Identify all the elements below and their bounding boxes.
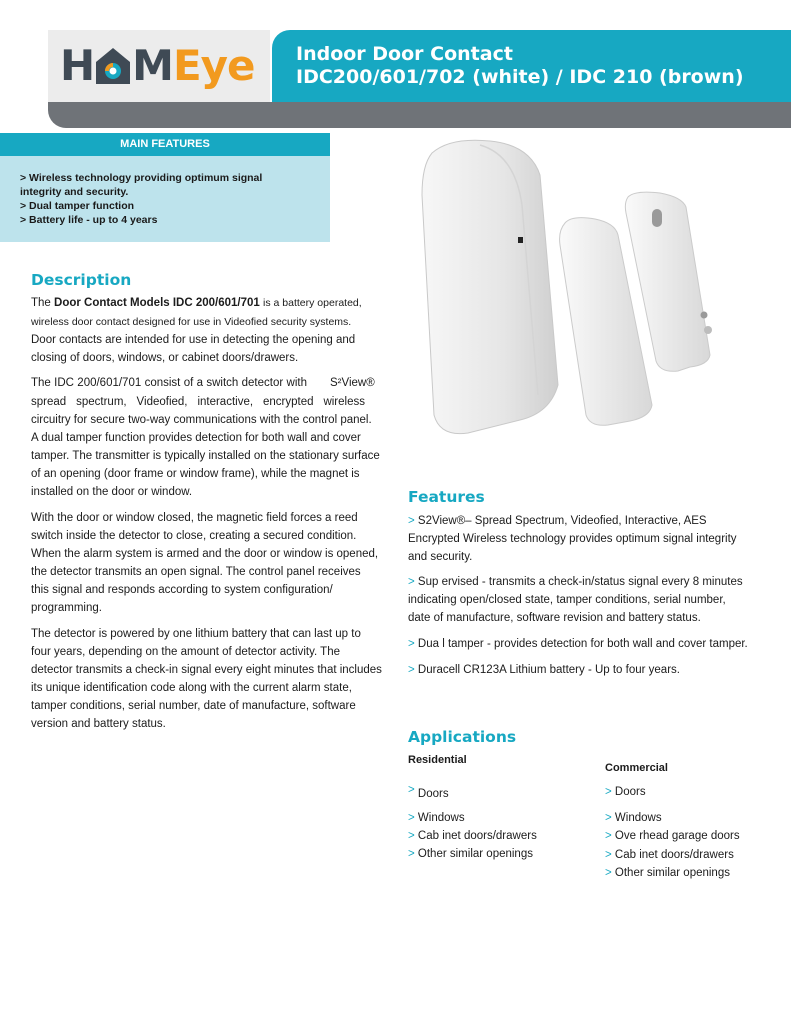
- description-paragraph-line: detector transmits a check-in signal every eight minutes that includes: [31, 664, 382, 676]
- description-paragraph-line: closing of doors, windows, or cabinet doors/drawers.: [31, 352, 299, 364]
- commercial-heading: Commercial: [605, 762, 668, 774]
- description-paragraph-line: Door contacts are intended for use in detecting the opening and: [31, 334, 356, 346]
- description-paragraph-line: four years, depending on the amount of detector activity. The: [31, 646, 340, 658]
- description-paragraph-line: The Door Contact Models IDC 200/601/701 is a battery operated,: [31, 297, 362, 309]
- residential-item: > Doors: [408, 784, 449, 800]
- feature-item-line: Encrypted Wireless technology provides optimum signal integrity: [408, 533, 737, 545]
- description-paragraph-line: tamper conditions, serial number, date of manufacture, software: [31, 700, 356, 712]
- description-paragraph-line: switch inside the detector to close, creating a secured condition.: [31, 530, 357, 542]
- description-paragraph-line: wireless door contact designed for use in Videofied security systems.: [31, 316, 352, 328]
- header-divider-band: [48, 102, 791, 128]
- feature-item: > Duracell CR123A Lithium battery - Up to four years.: [408, 664, 680, 676]
- description-paragraph-line: spread spectrum, Videofied, interactive, encrypted wireless: [31, 396, 365, 408]
- residential-item: > Other similar openings: [408, 848, 533, 860]
- description-paragraph-line: The detector is powered by one lithium battery that can last up to: [31, 628, 361, 640]
- main-feature-line: integrity and security.: [20, 186, 129, 198]
- description-paragraph-line: The IDC 200/601/701 consist of a switch detector with: [31, 377, 307, 389]
- description-paragraph-line: programming.: [31, 602, 102, 614]
- residential-item: > Cab inet doors/drawers: [408, 830, 537, 842]
- feature-item-line: indicating open/closed state, tamper conditions, serial number,: [408, 594, 726, 606]
- description-paragraph-line: A dual tamper function provides detection for both wall and cover: [31, 432, 361, 444]
- commercial-item: > Windows: [605, 812, 662, 824]
- description-paragraph-line: version and battery status.: [31, 718, 166, 730]
- residential-heading: Residential: [408, 754, 467, 766]
- commercial-item: > Other similar openings: [605, 867, 730, 879]
- feature-item: > Dua l tamper - provides detection for both wall and cover tamper.: [408, 638, 748, 650]
- main-features-box: [0, 156, 330, 242]
- features-heading: Features: [408, 488, 485, 506]
- description-paragraph-line: its unique identification code along with the current alarm state,: [31, 682, 352, 694]
- commercial-item: > Ove rhead garage doors: [605, 830, 740, 842]
- description-paragraph-line: of an opening (door frame or window frame), while the magnet is: [31, 468, 360, 480]
- main-feature-line: > Wireless technology providing optimum signal: [20, 172, 263, 184]
- description-paragraph-line: With the door or window closed, the magnetic field forces a reed: [31, 512, 358, 524]
- description-heading: Description: [31, 271, 132, 289]
- description-paragraph-line: When the alarm system is armed and the door or window is opened,: [31, 548, 379, 560]
- residential-item: > Windows: [408, 812, 465, 824]
- main-feature-line: > Battery life - up to 4 years: [20, 214, 158, 226]
- page-title: Indoor Door Contact: [296, 43, 513, 65]
- homeye-logo: H MEye: [60, 42, 255, 96]
- description-paragraph-line: the detector transmits an open signal. The control panel receives: [31, 566, 361, 578]
- feature-item-line: date of manufacture, software revision and battery status.: [408, 612, 701, 624]
- applications-heading: Applications: [408, 728, 517, 746]
- description-paragraph-line: circuitry for secure two-way communications with the control panel.: [31, 414, 372, 426]
- commercial-item: > Cab inet doors/drawers: [605, 849, 734, 861]
- commercial-item: > Doors: [605, 786, 646, 798]
- description-paragraph-line: tamper. The transmitter is typically installed on the stationary surface: [31, 450, 380, 462]
- door-contact-product-image: [420, 135, 720, 445]
- description-paragraph-line: this signal and responds according to system configuration/: [31, 584, 333, 596]
- feature-item-line: and security.: [408, 551, 473, 563]
- main-feature-line: > Dual tamper function: [20, 200, 135, 212]
- house-icon: [94, 46, 132, 96]
- feature-item: > S2View®– Spread Spectrum, Videofied, Interactive, AES: [408, 515, 707, 527]
- s2view-trademark: S²View®: [330, 377, 375, 389]
- main-features-heading: MAIN FEATURES: [0, 133, 330, 156]
- page-subtitle: IDC200/601/702 (white) / IDC 210 (brown): [296, 66, 744, 88]
- description-paragraph-line: installed on the door or window.: [31, 486, 193, 498]
- feature-item: > Sup ervised - transmits a check-in/status signal every 8 minutes: [408, 576, 743, 588]
